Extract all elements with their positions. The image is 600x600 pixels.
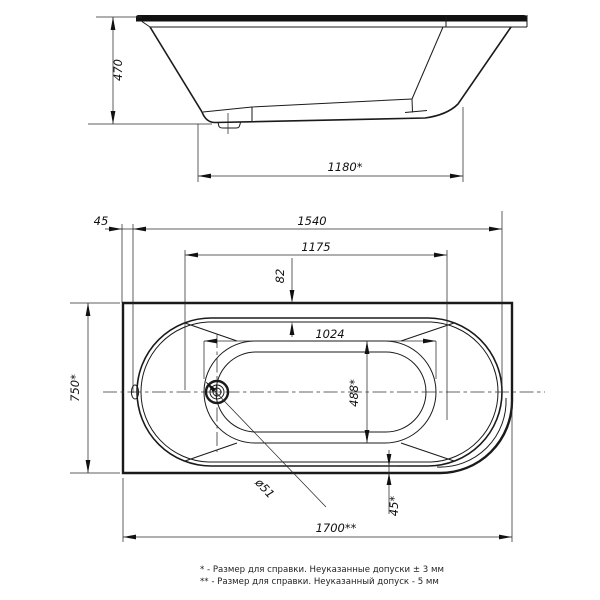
dim-bottom-length-label: 1180* [327,160,363,174]
dimension-drain-diameter [206,382,326,507]
dim-basin-width-label: 488* [347,379,361,407]
dim-bottom-edge-offset-label: 45* [387,495,401,517]
dim-rim-width-label: 82 [273,268,287,284]
side-rim-bar [136,15,527,22]
dimension-45-star [380,450,401,516]
dim-overall-length-label: 1700** [315,521,357,535]
dim-opening-length-label: 1175 [301,240,331,254]
side-left-wall [150,27,215,123]
side-inner-bottom [203,99,412,112]
dim-drain-diameter-label: ø51 [252,475,278,501]
dim-edge-offset-label: 45 [93,214,109,228]
side-drain-bump [218,123,241,129]
dimension-82 [273,258,294,337]
note-line-1: * - Размер для справки. Неуказанные допуски ± 3 мм [200,565,444,575]
side-support-pad [405,111,427,113]
side-right-inner-wall [412,27,443,99]
footnotes [200,565,444,587]
dimension-750 [68,303,120,473]
dimension-470 [88,17,212,124]
dim-rim-length-label: 1540 [297,214,327,228]
side-view [88,15,527,182]
dim-basin-length-label: 1024 [315,327,345,341]
dim-overall-width-label: 750* [68,374,82,402]
dim-depth-label: 470 [111,59,125,81]
note-line-2: ** - Размер для справки. Неуказанный допуск - 5 мм [200,577,439,587]
side-bottom-edge [215,27,511,123]
basin-bottom-contour [216,352,426,432]
plan-view [68,211,545,542]
dimension-1024 [204,327,436,379]
